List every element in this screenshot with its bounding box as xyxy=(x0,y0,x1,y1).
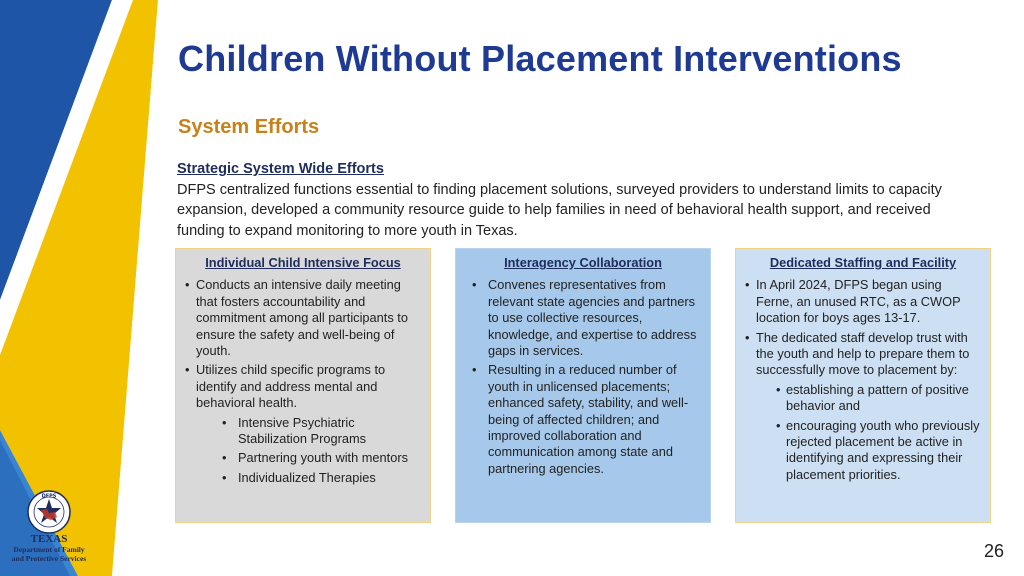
sub-bullet-item: • encouraging youth who previously rejected placement be active in identifying and expressing their placement priorities. xyxy=(756,418,982,484)
page-number: 26 xyxy=(983,541,1004,561)
strategic-body: DFPS centralized functions essential to finding placement solutions, surveyed providers to understand limits to capacity expansion, developed a community resource guide to help families in need of behavioral health support, and received funding to expand monitoring to more youth in Texas. xyxy=(177,181,942,239)
bullet-list xyxy=(464,277,702,477)
page-title: Children Without Placement Interventions xyxy=(178,38,902,79)
bullet-item xyxy=(744,330,982,484)
bullet-item xyxy=(184,362,422,486)
column-interagency-collaboration xyxy=(455,248,711,523)
column-title: Dedicated Staffing and Facility xyxy=(769,255,957,270)
strategic-heading: Strategic System Wide Efforts xyxy=(177,161,384,177)
section-subtitle: System Efforts xyxy=(178,116,320,138)
sub-bullet-list xyxy=(196,415,422,487)
bullet-item: • Conducts an intensive daily meeting that fosters accountability and commitment among all participants to ensure the safety and well-being of youth. xyxy=(184,277,422,359)
sub-bullet-item: • Partnering youth with mentors xyxy=(196,450,422,466)
sub-bullet-list xyxy=(756,382,982,483)
column-title: Interagency Collaboration xyxy=(504,255,662,270)
sub-bullet-item: • Intensive Psychiatric Stabilization Programs xyxy=(196,415,422,448)
column-individual-child-focus xyxy=(175,248,431,523)
logo-line-3: and Protective Services xyxy=(11,554,87,563)
sub-bullet-item: • establishing a pattern of positive behavior and xyxy=(756,382,982,415)
logo-line-1: TEXAS xyxy=(30,533,68,545)
column-dedicated-staffing xyxy=(735,248,991,523)
bullet-text: The dedicated staff develop trust with the youth and help to prepare them to successfully move to placement by: xyxy=(756,329,970,378)
texas-seal-icon xyxy=(27,490,71,534)
bullet-text: Utilizes child specific programs to identify and address mental and behavioral health. xyxy=(196,362,386,411)
bullet-item: • In April 2024, DFPS began using Ferne, an unused RTC, as a CWOP location for boys ages 13-17. xyxy=(744,277,982,326)
dfps-logo xyxy=(6,490,92,563)
bullet-list xyxy=(184,277,422,486)
strategic-section xyxy=(177,159,977,241)
logo-line-2: Department of Family xyxy=(13,545,85,554)
column-title: Individual Child Intensive Focus xyxy=(205,255,401,270)
seal-label: DFPS xyxy=(41,493,57,500)
bullet-item: • Resulting in a reduced number of youth in unlicensed placements; enhanced safety, stability, and well-being of affected children; and improved collaboration and communication among state and partnering agencies. xyxy=(464,362,702,477)
sub-bullet-item: • Individualized Therapies xyxy=(196,470,422,486)
bullet-list xyxy=(744,277,982,483)
bullet-item: • Convenes representatives from relevant state agencies and partners to use collective resources, knowledge, and expertise to address gaps in services. xyxy=(464,277,702,359)
